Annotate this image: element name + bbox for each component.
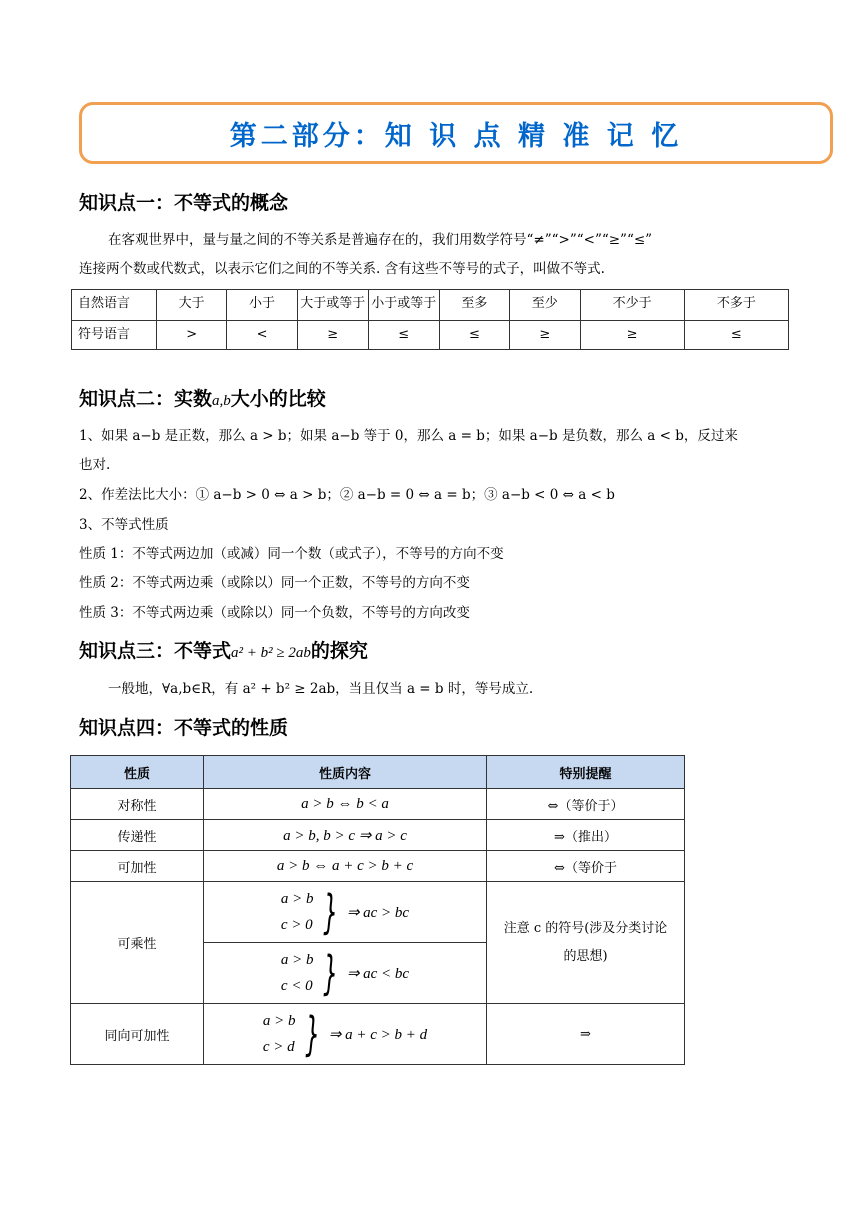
property-name: 可加性 <box>71 851 204 882</box>
property-note: ⇒（推出） <box>487 820 685 851</box>
section2-line2: 2、作差法比大小：① a−b > 0 ⇔ a > b；② a−b = 0 ⇔ a = b；③ a−b < 0 ⇔ a < b <box>79 487 615 503</box>
right-brace-icon: } <box>304 1007 320 1061</box>
table-cell-text: 大于或等于 <box>300 296 366 311</box>
table-cell-text: 小于或等于 <box>371 296 437 311</box>
section4-heading: 知识点四：不等式的性质 <box>79 717 289 739</box>
property-content <box>204 882 487 943</box>
right-brace-icon: } <box>322 946 338 1000</box>
section1-para2: 连接两个数或代数式，以表示它们之间的不等关系. 含有这些不等号的式子，叫做不等式. <box>79 261 605 277</box>
brace-result: ⇒ a + c > b + d <box>328 1026 428 1043</box>
section3-heading-math: a² + b² ≥ 2ab <box>231 645 311 661</box>
section2-heading <box>79 384 326 411</box>
section2-line3: 3、不等式性质 <box>79 517 169 533</box>
table-cell: ≥ <box>297 321 368 350</box>
table-row-label: 自然语言 <box>72 290 157 321</box>
section2-prop1: 性质 1：不等式两边加（或减）同一个数（或式子），不等号的方向不变 <box>79 546 504 562</box>
table-cell: ≤ <box>684 321 788 350</box>
section-banner <box>79 102 833 164</box>
note-line: 注意 c 的符号(涉及分类讨论 <box>503 920 668 936</box>
section2-line1b: 也对. <box>79 457 111 473</box>
section2-prop3: 性质 3：不等式两边乘（或除以）同一个负数，不等号的方向改变 <box>79 605 470 621</box>
table-row-label: 符号语言 <box>72 321 157 350</box>
property-note <box>487 882 685 1004</box>
table-cell: 大于 <box>157 290 227 321</box>
section3-heading-b: 的探究 <box>310 640 368 662</box>
condition-bottom: c < 0 <box>280 978 313 994</box>
property-name: 对称性 <box>71 789 204 820</box>
property-name: 传递性 <box>71 820 204 851</box>
property-note: ⇔（等价于） <box>487 789 685 820</box>
section1-heading: 知识点一：不等式的概念 <box>79 192 289 214</box>
property-content: a > b, b > c ⇒ a > c <box>204 820 487 851</box>
brace-conditions <box>263 1008 296 1060</box>
property-content <box>204 1004 487 1065</box>
brace-expression <box>281 947 409 999</box>
table-cell: < <box>227 321 297 350</box>
brace-conditions <box>281 947 314 999</box>
section3-heading-a: 知识点三：不等式 <box>79 640 232 662</box>
section2-heading-a: 知识点二：实数 <box>79 388 213 410</box>
condition-bottom: c > 0 <box>280 917 313 933</box>
inequality-language-table <box>71 289 789 350</box>
condition-top: a > b <box>280 891 314 907</box>
brace-conditions <box>281 886 314 938</box>
section2-heading-math: a,b <box>212 393 231 409</box>
section1-para1: 在客观世界中，量与量之间的不等关系是普遍存在的，我们用数学符号“≠”“>”“<”“≥”“≤” <box>108 232 653 248</box>
section3-heading <box>79 636 368 663</box>
condition-top: a > b <box>262 1013 296 1029</box>
right-brace-icon: } <box>322 885 338 939</box>
property-name: 可乘性 <box>71 882 204 1004</box>
condition-bottom: c > d <box>262 1039 295 1055</box>
table-cell: 不少于 <box>580 290 684 321</box>
table-header: 特别提醒 <box>487 756 685 789</box>
table-cell <box>297 290 368 321</box>
table-cell: 小于 <box>227 290 297 321</box>
table-cell: 至多 <box>439 290 509 321</box>
table-cell: ≤ <box>439 321 509 350</box>
property-note: ⇒ <box>487 1004 685 1065</box>
section2-heading-b: 大小的比较 <box>230 388 326 410</box>
inequality-properties-table <box>70 755 685 1065</box>
table-header: 性质 <box>71 756 204 789</box>
property-content <box>204 943 487 1004</box>
table-cell: 至少 <box>510 290 580 321</box>
property-content: a > b ⇔ a + c > b + c <box>204 851 487 882</box>
brace-expression <box>281 886 409 938</box>
table-cell: > <box>157 321 227 350</box>
table-header: 性质内容 <box>204 756 487 789</box>
property-content: a > b ⇔ b < a <box>204 789 487 820</box>
brace-expression <box>263 1008 427 1060</box>
section3-line: 一般地，∀a,b∈R，有 a² + b² ≥ 2ab，当且仅当 a = b 时，等号成立. <box>108 681 534 697</box>
section2-line1: 1、如果 a−b 是正数，那么 a > b；如果 a−b 等于 0，那么 a = b；如果 a−b 是负数，那么 a < b，反过来 <box>79 428 738 444</box>
condition-top: a > b <box>280 952 314 968</box>
table-cell: ≥ <box>510 321 580 350</box>
note-line: 的思想) <box>563 948 608 964</box>
banner-title: 第二部分：知 识 点 精 准 记 忆 <box>229 120 683 152</box>
table-cell: ≥ <box>580 321 684 350</box>
brace-result: ⇒ ac < bc <box>346 965 410 982</box>
section2-prop2: 性质 2：不等式两边乘（或除以）同一个正数，不等号的方向不变 <box>79 575 470 591</box>
table-cell: ≤ <box>368 321 439 350</box>
table-cell: 不多于 <box>684 290 788 321</box>
table-cell <box>368 290 439 321</box>
property-note: ⇔（等价于 <box>487 851 685 882</box>
property-name: 同向可加性 <box>71 1004 204 1065</box>
brace-result: ⇒ ac > bc <box>346 904 410 921</box>
